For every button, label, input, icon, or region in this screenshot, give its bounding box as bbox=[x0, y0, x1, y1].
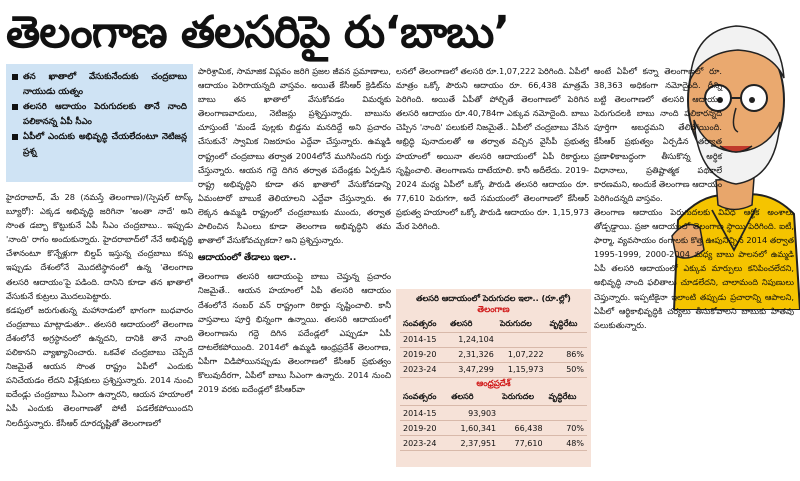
table-cell: 77,610 bbox=[499, 436, 545, 451]
table-row bbox=[400, 332, 587, 347]
col-header: తలసరి bbox=[447, 317, 497, 332]
table-title: తలసరి ఆదాయంలో పెరుగుదల ఇలా.. (రూ.ల్లో) bbox=[416, 293, 571, 303]
table-cell: 66,438 bbox=[499, 421, 545, 436]
table-cell: 2023-24 bbox=[400, 362, 447, 377]
column-3 bbox=[396, 64, 589, 284]
table-cell: 50% bbox=[547, 362, 587, 377]
body-paragraph: తెలంగాణ తలసరి ఆదాయంపై బాబు చెప్తున్న ప్రచారం నిజమైతే.. ఆయన హయాంలో ఏపీ తలసరి ఆదాయం దేశంలోనే నంబర్ వన్ రాష్ట్రంగా రికార్డు సృష్టించాలి. కానీ వాస్తవాలు పూర్తి భిన్నంగా ఉన్నాయి. తలసరి ఆదాయంలో తెలంగాణను గద్దె దిగిన పదేండ్లలో ఎప్పుడూ ఏపీ దాటలేకపోయింది. 2014లో ఉమ్మడి ఆంధ్రప్రదేశ్ తెలంగాణ, ఏపీగా విడిపోయినప్పుడు తెలంగాణలో కేసీఆర్ ప్రభుత్వం కొలువుదీరగా, ఏపీలో బాబు సీఎంగా ఉన్నారు. 2014 నుంచి 2019 వరకు ఐదేండ్లలో కేసీఆర్‌వా bbox=[198, 271, 391, 395]
table-cell: 2014-15 bbox=[400, 406, 448, 421]
col-header: వృద్ధిరేటు bbox=[546, 391, 587, 406]
table-cell: 93,903 bbox=[448, 406, 499, 421]
table-cell: 1,60,341 bbox=[448, 421, 499, 436]
col-header: తలసరి bbox=[448, 391, 499, 406]
table-cell: 2,37,951 bbox=[448, 436, 499, 451]
table-row bbox=[400, 436, 587, 451]
headline: తెలంగాణ తలసరిపై రు‘బాబు’ bbox=[6, 7, 510, 58]
body-paragraph: హైదరాబాద్, మే 28 (నమస్తే తెలంగాణ)/(స్పెషల్ టాస్క్ బ్యూరో): ఎక్కడ అభివృద్ధి జరిగినా 'అంతా నాదే' అని సొంత డబ్బా కొట్టుకునే ఏపీ సీఎం చంద్రబాబు.. ఇప్పుడు 'నాంది' రాగం అందుకున్నారు. హైదరాబాద్‌లో నేనే అభివృద్ధి చేశానంటూ కొన్నేళ్లుగా బిల్డప్ ఇస్తున్న చంద్రబాబు కన్ను ఇప్పుడు దేశంలోనే మొదటిస్థానంలో ఉన్న 'తెలంగాణ తలసరి ఆదాయం'పై పడింది. దానిని కూడా తన ఖాతాలో వేసుకునే కుట్రలు మొదలుపెట్టారు. bbox=[6, 192, 193, 301]
col-header: సంవత్సరం bbox=[400, 391, 448, 406]
col-header: పెరుగుదల bbox=[499, 391, 545, 406]
highlight-item: ఏపీలో ఎందుకు అభివృద్ధి చేయలేదంటూ నెటిజన్ల ప్రశ్న bbox=[12, 130, 187, 160]
table-cell bbox=[499, 406, 545, 421]
body-paragraph: లనలో తెలంగాణలో తలసరి రూ.1,07,222 పెరిగింది. ఏపీలో మాత్రం ఒక్కో పౌరుని ఆదాయం రూ. 66,438 మాత్రమే పెరిగింది. అయితే ఏపీతో పోల్చితే తెలంగాణలో పెరిగిన తలసరి ఆదాయం రూ.40,784గా ఎక్కువ నమోదైంది. బాబు చెప్పిన 'నాంది' పలుకులే నిజమైతే.. ఏపీలో చంద్రబాబు వేసిన అభ్రిద్ధి పునాదులతో ఆ తర్వాత వచ్చిన వైసీపీ ప్రభుత్వ హయాంలో అయినా తలసరి ఆదాయంలో ఏపీ రికార్డులు సృష్టించాలి. తెలంగాణను దాటేయాలి. కానీ అదీలేదు. 2019-2024 మధ్య ఏపీలో ఒక్కో పౌరుడి తలసరి ఆదాయం రూ. 77,610 పెరుగగా, అదే సమయంలో తెలంగాణలో కేసీఆర్ ప్రభుత్వ హయాంలో ఒక్కో పౌరుడి ఆదాయం రూ. 1,15,973 మేర పెరిగింది. bbox=[396, 66, 589, 232]
column-1 bbox=[6, 64, 193, 478]
column-4 bbox=[594, 64, 794, 478]
table-cell: 70% bbox=[546, 421, 587, 436]
table-header-row bbox=[400, 317, 587, 332]
col-header: పెరుగుదల bbox=[497, 317, 547, 332]
table-cell: 1,07,222 bbox=[497, 347, 547, 362]
table-cell: 3,47,299 bbox=[447, 362, 497, 377]
income-table-box bbox=[396, 289, 591, 467]
table-section-telangana: తెలంగాణ bbox=[477, 305, 510, 315]
table-cell: 2014-15 bbox=[400, 332, 447, 347]
table-cell bbox=[497, 332, 547, 347]
table-header-row bbox=[400, 391, 587, 406]
highlights-box bbox=[6, 64, 193, 182]
section-subhead: ఆదాయంలో తేడాలు ఇలా.. bbox=[198, 252, 297, 264]
bullet-icon bbox=[12, 74, 18, 80]
telangana-table bbox=[400, 317, 587, 378]
column-2 bbox=[198, 64, 391, 478]
body-paragraph: కడపులో జరుగుతున్న మహానాడులో భాగంగా బుధవారం చంద్రబాబు మాట్లాడుతూ.. తలసరి ఆదాయంలో తెలంగాణ దేశంలోనే అగ్రస్థానంలో ఉన్నదని, దానికి తానే నాంది పలికానని వ్యాఖ్యానించారు. ఒకవేళ చంద్రబాబు చెప్పేదే నిజమైతే ఆయన సొంత రాష్ట్రం ఏపీలో ఎందుకు పనిచేయడం లేదని విశ్లేషకులు ప్రశ్నిస్తున్నారు. 2014 నుంచి ఐదేండ్లు చంద్రబాబు సీఎంగా ఉన్నారని, ఆయన హయాంలో ఏపీ ఎందుకు తెలంగాణతో పోటీ పడలేకపోయిందని నిలదీస్తున్నారు. కేసీఆర్ దూరదృష్టితో తెలంగాణలో bbox=[6, 304, 193, 428]
table-cell: 1,15,973 bbox=[497, 362, 547, 377]
table-row bbox=[400, 362, 587, 377]
table-cell: 2,31,326 bbox=[447, 347, 497, 362]
table-cell bbox=[546, 406, 587, 421]
table-row bbox=[400, 406, 587, 421]
bullet-icon bbox=[12, 134, 18, 140]
body-paragraph: తెలంగాణ ఆదాయం పెరుగుదలకు వివిధ ఆర్థిక అంశాలు తోడ్పడ్డాయి. ప్రజా ఆదాయంలో తెలంగాణ స్థాయి పెరిగింది. ఐటీ, ఫార్మా, వ్యవసాయం రంగాలకు కొత్త ఊపునిచ్చిన 2014 తర్వాత 1995-1999, 2000-2004 మధ్య బాబు పాలనలో ఉమ్మడి ఏపీ తలసరి ఆదాయంలో ఎక్కువ మార్పులు కనిపించలేదని, అభివృద్ధి నాంది ఫలితాలు చూడలేదని, చాలామంది నిపుణులు చెప్తున్నారు. ఇప్పటికైనా ఇలాంటి తప్పుడు ప్రచారాన్ని ఆపాలని, ఏపీలో ఆర్థికాభివృద్ధికి చర్యలు తీసుకోవాలని బాబుకు హితవు పలుకుతున్నారు. bbox=[594, 206, 794, 330]
table-cell: 2019-20 bbox=[400, 347, 447, 362]
table-cell bbox=[547, 332, 587, 347]
andhra-table bbox=[400, 391, 587, 452]
bullet-icon bbox=[12, 104, 18, 110]
body-paragraph: పారిశ్రామిక, సామాజిక విప్లవం జరిగి ప్రజల జీవన ప్రమాణాలు, ఆదాయం పెరిగాయన్నది వాస్తవం. అయితే కేసీఆర్ క్రెడిట్‌ను బాబు తన ఖాతాలో వేసుకోవడం విమర్శకు తెలంగాణవాదులు, నెటిజన్లు ప్రశ్నిస్తున్నారు. బాబును చూస్తుంటే 'మండే పుల్లకు బిడ్డను మనదిద్దే అని ప్రచారం చేసుకునే' స్వామిక నిజరూపం ఎద్దేవా చేస్తున్నారు. ఉమ్మడి రాష్ట్రంలో చంద్రబాబు తర్వాత 2004లోనే ముగిసిందని గుర్తు చేస్తున్నారు. ఆయన గద్దె దిగిన తర్వాత పదేండ్లకు ఏర్పడిన రాష్ట్ర అభివృద్ధిని కూడా తన ఖాతాలో వేసుకోవడాన్ని ఏమంటారో బాబుకే తెలియాలని ఎద్దేవా చేస్తున్నారు. ఈ లెక్కన ఉమ్మడి రాష్ట్రంలో చంద్రబాబుకు ముందు, తర్వాత పాలించిన సీఎంలు కూడా తెలంగాణ అభివృద్ధిని తమ ఖాతాలో వేసుకోవచ్చుకదా? అని ప్రశ్నిస్తున్నారు. bbox=[198, 66, 391, 246]
table-cell: 86% bbox=[547, 347, 587, 362]
table-cell: 1,24,104 bbox=[447, 332, 497, 347]
table-cell: 48% bbox=[546, 436, 587, 451]
col-header: వృద్ధిరేటు bbox=[547, 317, 587, 332]
col-header: సంవత్సరం bbox=[400, 317, 447, 332]
table-cell: 2019-20 bbox=[400, 421, 448, 436]
table-row bbox=[400, 347, 587, 362]
highlight-item: తన ఖాతాలో వేసుకునేందుకు చంద్రబాబు నాయుడు యత్నం bbox=[12, 70, 187, 100]
table-row bbox=[400, 421, 587, 436]
table-cell: 2023-24 bbox=[400, 436, 448, 451]
body-paragraph: అంటే ఏపీలో కన్నా తెలంగాణలో రూ. 38,363 అధికంగా నమోదైంది. దీన్ని బట్టి తెలంగాణలో తలసరి ఆదాయం పెరుగుదలకి బాబు నాంది పలికారన్నది పూర్తిగా అబద్ధమని తేలిపోయింది. కేసీఆర్ ప్రభుత్వం ఏర్పడిన తర్వాత ప్రణాళికాబద్ధంగా తీసుకొన్న అర్థిక విధానాలు, ప్రతిష్టాత్మక పథకాలే కారణమని, అందుకే తెలంగాణ ఆదాయం పెరిగిందన్నది వాస్తవం. bbox=[594, 66, 722, 203]
table-section-andhra: ఆంధ్రప్రదేశ్ bbox=[476, 378, 511, 389]
highlight-item: తలసరి ఆదాయం పెరుగుదలకు తానే నాంది పలికానన్న ఏపీ సీఎం bbox=[12, 100, 187, 130]
